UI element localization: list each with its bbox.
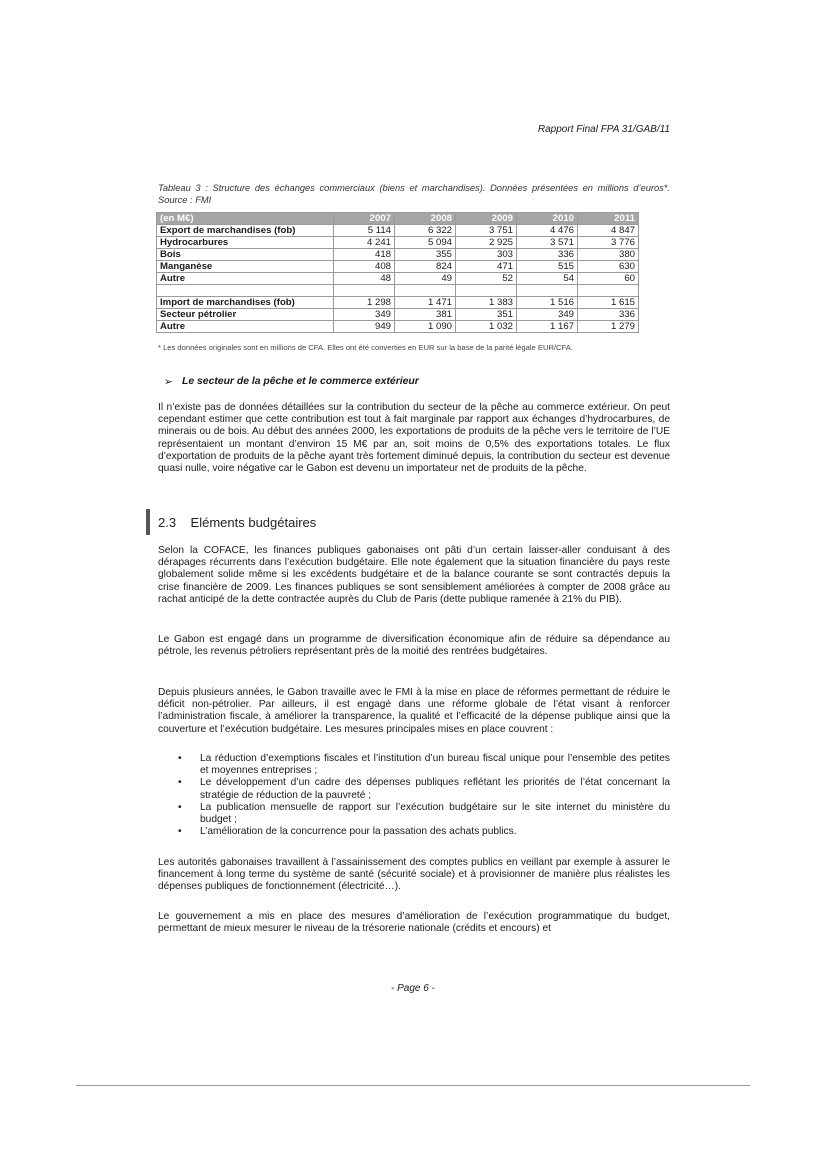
footer-divider [76, 1085, 750, 1086]
section-number: 2.3 [158, 515, 177, 530]
table-cell [395, 285, 456, 297]
column-header: (en M€) [157, 213, 334, 225]
table-spacer-row [157, 285, 639, 297]
column-header: 2011 [578, 213, 639, 225]
table-cell: 515 [517, 261, 578, 273]
table-cell: 1 032 [456, 321, 517, 333]
table-cell: 49 [395, 273, 456, 285]
table-cell [456, 285, 517, 297]
table-cell: 1 516 [517, 297, 578, 309]
row-label: Hydrocarbures [157, 237, 334, 249]
table-cell: 54 [517, 273, 578, 285]
list-item: • La réduction d’exemptions fiscales et l’institution d’un bureau fiscal unique pour l’ensemble des petites et moyennes entreprises ; [178, 753, 670, 777]
table-cell: 824 [395, 261, 456, 273]
table-header-row [157, 213, 639, 225]
row-label [157, 285, 334, 297]
subsection-heading-text: Le secteur de la pêche et le commerce extérieur [182, 376, 419, 387]
table-cell: 630 [578, 261, 639, 273]
arrow-bullet-icon: ➢ [164, 377, 173, 388]
table-row [157, 321, 639, 333]
table-cell: 52 [456, 273, 517, 285]
table-caption: Tableau 3 : Structure des échanges commerciaux (biens et marchandises). Données présentées en millions d’euros*. Source : FMI [158, 183, 670, 205]
subsection-heading [164, 376, 419, 388]
column-header: 2010 [517, 213, 578, 225]
table-cell: 408 [334, 261, 395, 273]
table-cell: 3 776 [578, 237, 639, 249]
list-item: • La publication mensuelle de rapport sur l’exécution budgétaire sur le site internet du ministère du budget ; [178, 801, 670, 826]
section-title [158, 515, 316, 530]
list-item: • Le développement d’un cadre des dépenses publiques reflétant les priorités de l’état concernant la stratégie de réduction de la pauvreté ; [178, 777, 670, 801]
row-label: Autre [157, 321, 334, 333]
table-row [157, 297, 639, 309]
table-cell: 336 [517, 249, 578, 261]
column-header: 2007 [334, 213, 395, 225]
table-row [157, 225, 639, 237]
table-row [157, 249, 639, 261]
page-number: - Page 6 - [391, 983, 435, 994]
trade-structure-table [156, 212, 639, 333]
table-cell: 48 [334, 273, 395, 285]
table-cell: 381 [395, 309, 456, 321]
row-label: Import de marchandises (fob) [157, 297, 334, 309]
table-cell: 418 [334, 249, 395, 261]
row-label: Bois [157, 249, 334, 261]
peche-paragraph: Il n’existe pas de données détaillées sur la contribution du secteur de la pêche au commerce extérieur. On peut cependant estimer que cette contribution est tout à fait marginale par rapport aux échanges d’hydrocarbures, de minerais ou de bois. Au début des années 2000, les exportations de produits de la pêche vers le territoire de l’UE représentaient un montant d’environ 15 M€ par an, soit moins de 0,5% des exportations totales. Le flux d’exportation de produits de la pêche ayant très fortement diminué depuis, la contribution du secteur est devenue quasi nulle, voire négative car le Gabon est devenu un importateur net de produits de la pêche. [158, 402, 670, 475]
bullet-icon: • [178, 801, 182, 813]
running-header: Rapport Final FPA 31/GAB/11 [537, 124, 670, 135]
table-row [157, 237, 639, 249]
paragraph-execution-budget: Le gouvernement a mis en place des mesures d’amélioration de l’exécution programmatique du budget, permettant de mieux mesurer le niveau de la trésorerie nationale (crédits et encours) et [158, 911, 670, 935]
table-cell: 1 615 [578, 297, 639, 309]
table-cell: 3 751 [456, 225, 517, 237]
table-row [157, 261, 639, 273]
table-cell: 349 [334, 309, 395, 321]
paragraph-diversification: Le Gabon est engagé dans un programme de diversification économique afin de réduire sa dépendance au pétrole, les revenus pétroliers représentant près de la moitié des rentrées budgétaires. [158, 634, 670, 658]
table-cell: 1 167 [517, 321, 578, 333]
measures-list [158, 753, 670, 838]
row-label: Export de marchandises (fob) [157, 225, 334, 237]
section-title-text: Eléments budgétaires [190, 515, 317, 530]
table-cell [578, 285, 639, 297]
table-cell: 471 [456, 261, 517, 273]
table-cell: 4 241 [334, 237, 395, 249]
bullet-icon: • [178, 777, 182, 789]
list-item: • L’amélioration de la concurrence pour la passation des achats publics. [178, 826, 517, 838]
table-cell [334, 285, 395, 297]
table-footnote: * Les données originales sont en millions de CFA. Elles ont été converties en EUR sur la base de la parité légale EUR/CFA. [158, 343, 573, 352]
column-header: 2008 [395, 213, 456, 225]
bullet-icon: • [178, 826, 182, 838]
table-cell: 355 [395, 249, 456, 261]
row-label: Manganèse [157, 261, 334, 273]
table-cell: 5 094 [395, 237, 456, 249]
table-cell: 380 [578, 249, 639, 261]
table-cell: 6 322 [395, 225, 456, 237]
table-cell: 3 571 [517, 237, 578, 249]
paragraph-fmi-reforms: Depuis plusieurs années, le Gabon travaille avec le FMI à la mise en place de réformes permettant de réduire le déficit non-pétrolier. Par ailleurs, il est engagé dans une réforme globale de l’état visant à renforcer l’administration fiscale, à améliorer la transparence, la qualité et l’efficacité de la dépense publique ainsi que la couverture et l’exécution budgétaire. Les mesures principales mises en place couvrent : [158, 687, 670, 735]
table-cell: 336 [578, 309, 639, 321]
table-cell: 5 114 [334, 225, 395, 237]
table-row [157, 273, 639, 285]
table-cell: 1 383 [456, 297, 517, 309]
bullet-icon: • [178, 753, 182, 764]
section-marker-bar [146, 509, 150, 535]
table-cell: 4 476 [517, 225, 578, 237]
table-cell: 303 [456, 249, 517, 261]
paragraph-coface: Selon la COFACE, les finances publiques gabonaises ont pâti d’un certain laisser-aller conduisant à des dérapages récurrents dans l’exécution budgétaire. Elle note également que la situation financière du pays reste globalement solide même si les excédents budgétaire et de la balance courante se sont contractés depuis la crise financière de 2009. Les finances publiques se sont sensiblement améliorées à compter de 2008 grâce au rachat anticipé de la dette contractée auprès du Club de Paris (dette publique ramenée à 21% du PIB). [158, 545, 670, 605]
row-label: Autre [157, 273, 334, 285]
table-cell: 349 [517, 309, 578, 321]
table-cell: 1 279 [578, 321, 639, 333]
table-cell: 1 471 [395, 297, 456, 309]
table-cell: 2 925 [456, 237, 517, 249]
table-cell: 4 847 [578, 225, 639, 237]
table-cell: 1 298 [334, 297, 395, 309]
table-cell: 949 [334, 321, 395, 333]
paragraph-assainissement: Les autorités gabonaises travaillent à l’assainissement des comptes publics en veillant par exemple à assurer le financement à long terme du système de santé (sécurité sociale) et à provisionner de manière plus réalistes les dépenses publiques de fonctionnement (électricité…). [158, 857, 670, 893]
table-cell [517, 285, 578, 297]
table-row [157, 309, 639, 321]
table-cell: 60 [578, 273, 639, 285]
row-label: Secteur pétrolier [157, 309, 334, 321]
table-cell: 351 [456, 309, 517, 321]
column-header: 2009 [456, 213, 517, 225]
table-cell: 1 090 [395, 321, 456, 333]
